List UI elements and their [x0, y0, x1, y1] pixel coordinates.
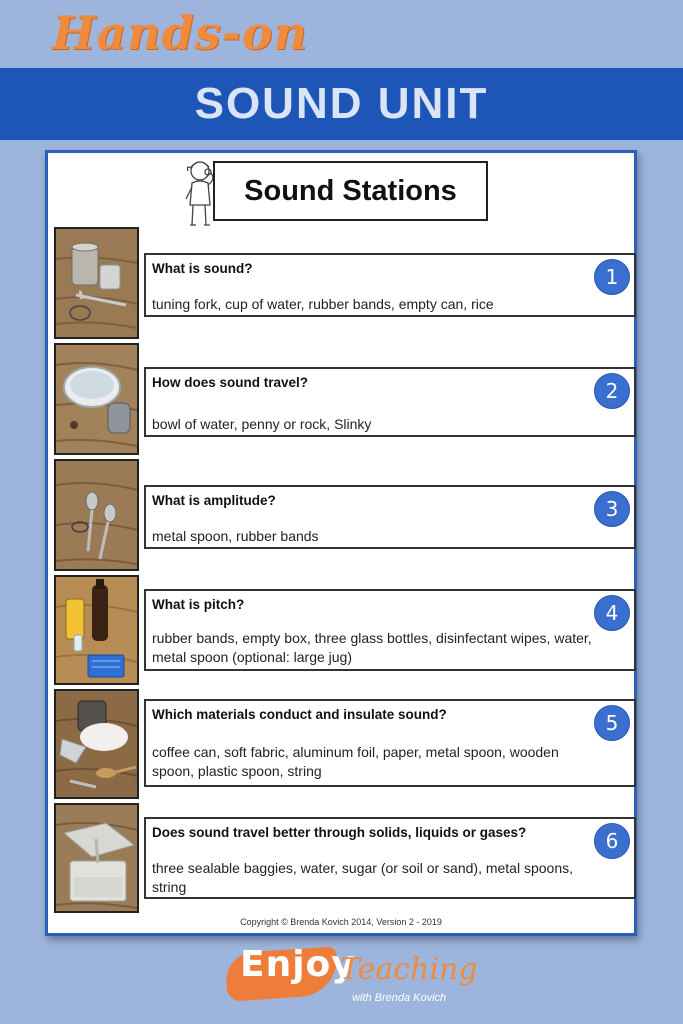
station-photo-4	[54, 575, 139, 685]
station-photo-5-image	[56, 691, 139, 799]
station-photo-3-image	[56, 461, 139, 571]
logo-with-author: with Brenda Kovich	[352, 992, 447, 1004]
station-photo-5	[54, 689, 139, 799]
station-sheet	[45, 150, 637, 936]
station-question-3: What is amplitude?	[152, 493, 276, 508]
station-number-2: 2	[594, 373, 630, 409]
hands-on-heading: Hands-on	[52, 6, 308, 60]
station-card-3	[144, 485, 636, 549]
station-number-5: 5	[594, 705, 630, 741]
logo-teaching: Teaching	[340, 952, 478, 987]
station-number-4: 4	[594, 595, 630, 631]
station-question-4: What is pitch?	[152, 597, 245, 612]
station-photo-6	[54, 803, 139, 913]
station-materials-5: coffee can, soft fabric, aluminum foil, paper, metal spoon, wooden spoon, plastic spoon, string	[152, 744, 559, 779]
station-photo-2-image	[56, 345, 139, 455]
station-materials-6: three sealable baggies, water, sugar (or soil or sand), metal spoons, string	[152, 860, 574, 895]
station-number-1: 1	[594, 259, 630, 295]
station-question-1: What is sound?	[152, 261, 253, 276]
station-number-3: 3	[594, 491, 630, 527]
station-question-2: How does sound travel?	[152, 375, 309, 390]
banner-title: SOUND UNIT	[194, 79, 489, 128]
station-card-1	[144, 253, 636, 317]
copyright-text: Copyright © Brenda Kovich 2014, Version 2 - 2019	[240, 917, 442, 927]
station-number-6: 6	[594, 823, 630, 859]
station-materials-2: bowl of water, penny or rock, Slinky	[152, 416, 372, 432]
station-card-6	[144, 817, 636, 899]
station-photo-1	[54, 227, 139, 339]
title-banner	[0, 68, 683, 140]
station-photo-2	[54, 343, 139, 455]
page-title: Sound Stations	[244, 174, 457, 207]
station-card-5	[144, 699, 636, 787]
station-card-2	[144, 367, 636, 437]
station-photo-3	[54, 459, 139, 571]
title-box	[213, 161, 488, 221]
enjoy-teaching-logo	[0, 940, 683, 1024]
station-materials-3: metal spoon, rubber bands	[152, 528, 319, 544]
station-photo-1-image	[56, 229, 139, 339]
station-materials-1: tuning fork, cup of water, rubber bands, empty can, rice	[152, 296, 494, 312]
station-photo-4-image	[56, 577, 139, 685]
logo-enjoy: Enjoy	[240, 944, 356, 985]
station-question-5: Which materials conduct and insulate sound?	[152, 707, 447, 722]
station-card-4	[144, 589, 636, 671]
station-question-6: Does sound travel better through solids, liquids or gases?	[152, 825, 527, 840]
station-photo-6-image	[56, 805, 139, 913]
station-materials-4: rubber bands, empty box, three glass bottles, disinfectant wipes, water, metal spoon (optional: large jug)	[152, 630, 592, 665]
